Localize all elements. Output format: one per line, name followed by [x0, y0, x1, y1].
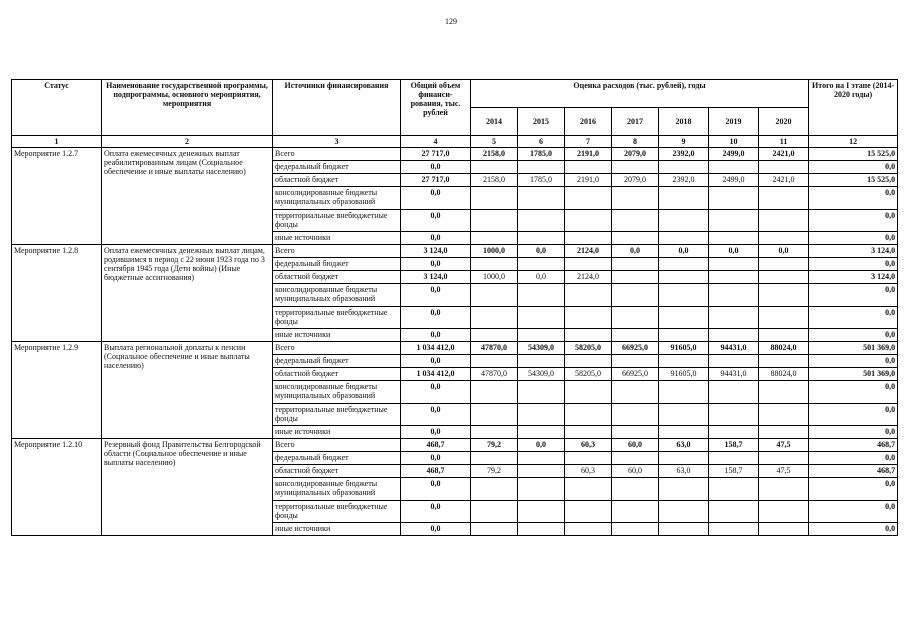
year-value-cell: 88024,0	[759, 368, 809, 381]
column-number: 6	[518, 136, 565, 148]
page-number: 129	[445, 17, 457, 26]
year-value-cell	[518, 232, 565, 245]
year-value-cell	[612, 307, 659, 329]
measure-name-cell: Выплата региональной доплаты к пенсии (Социальное обеспечение и иные выплаты населению)	[102, 342, 273, 439]
source-cell: консолидированные бюджеты муниципальных образований	[273, 284, 401, 307]
year-value-cell: 2392,0	[659, 174, 709, 187]
column-number: 3	[273, 136, 401, 148]
source-cell: федеральный бюджет	[273, 355, 401, 368]
itogo-cell: 15 525,0	[809, 174, 898, 187]
year-value-cell: 54309,0	[518, 342, 565, 355]
year-value-cell	[659, 426, 709, 439]
year-value-cell	[759, 523, 809, 536]
itogo-cell: 3 124,0	[809, 245, 898, 258]
status-cell: Мероприятие 1.2.7	[12, 148, 102, 245]
year-value-cell: 1000,0	[471, 245, 518, 258]
financing-table	[11, 79, 898, 536]
year-value-cell: 0,0	[659, 245, 709, 258]
source-cell: областной бюджет	[273, 368, 401, 381]
year-value-cell	[759, 271, 809, 284]
year-value-cell: 0,0	[518, 245, 565, 258]
year-value-cell	[471, 258, 518, 271]
year-value-cell	[565, 523, 612, 536]
year-value-cell	[612, 452, 659, 465]
year-value-cell: 2158,0	[471, 148, 518, 161]
measure-name-cell: Оплата ежемесячных денежных выплат реабилитированным лицам (Социальное обеспечение и иные выплаты населению)	[102, 148, 273, 245]
status-cell: Мероприятие 1.2.8	[12, 245, 102, 342]
measure-name-cell: Резервный фонд Правительства Белгородской области (Социальное обеспечение и иные выплаты населению)	[102, 439, 273, 536]
year-value-cell	[709, 355, 759, 368]
year-value-cell	[518, 329, 565, 342]
year-value-cell	[759, 501, 809, 523]
year-value-cell: 47,5	[759, 465, 809, 478]
header-year: 2017	[612, 108, 659, 136]
year-value-cell: 0,0	[759, 245, 809, 258]
column-number: 11	[759, 136, 809, 148]
year-value-cell	[471, 355, 518, 368]
year-value-cell: 94431,0	[709, 342, 759, 355]
year-value-cell: 0,0	[612, 245, 659, 258]
table-row	[12, 245, 898, 258]
year-value-cell	[518, 523, 565, 536]
year-value-cell: 88024,0	[759, 342, 809, 355]
year-value-cell	[518, 478, 565, 501]
total-cell: 0,0	[401, 232, 471, 245]
total-cell: 468,7	[401, 465, 471, 478]
header-source: Источники финансирования	[273, 80, 401, 136]
year-value-cell	[709, 307, 759, 329]
year-value-cell	[709, 478, 759, 501]
itogo-cell: 501 369,0	[809, 342, 898, 355]
header-year: 2019	[709, 108, 759, 136]
year-value-cell: 2079,0	[612, 174, 659, 187]
year-value-cell: 2421,0	[759, 148, 809, 161]
year-value-cell	[518, 381, 565, 404]
year-value-cell	[518, 404, 565, 426]
itogo-cell: 468,7	[809, 439, 898, 452]
total-cell: 3 124,0	[401, 271, 471, 284]
year-value-cell: 0,0	[518, 439, 565, 452]
source-cell: территориальные внебюджетные фонды	[273, 307, 401, 329]
column-number: 1	[12, 136, 102, 148]
header-status: Статус	[12, 80, 102, 136]
year-value-cell	[471, 478, 518, 501]
status-cell: Мероприятие 1.2.10	[12, 439, 102, 536]
year-value-cell	[565, 381, 612, 404]
itogo-cell: 0,0	[809, 381, 898, 404]
year-value-cell: 1785,0	[518, 148, 565, 161]
itogo-cell: 0,0	[809, 329, 898, 342]
total-cell: 0,0	[401, 284, 471, 307]
year-value-cell	[659, 161, 709, 174]
year-value-cell	[709, 501, 759, 523]
year-value-cell	[612, 161, 659, 174]
itogo-cell: 0,0	[809, 404, 898, 426]
year-value-cell	[709, 284, 759, 307]
table-row	[12, 342, 898, 355]
year-value-cell: 158,7	[709, 439, 759, 452]
source-cell: Всего	[273, 342, 401, 355]
year-value-cell	[709, 329, 759, 342]
itogo-cell: 0,0	[809, 307, 898, 329]
itogo-cell: 0,0	[809, 452, 898, 465]
year-value-cell	[659, 501, 709, 523]
source-cell: федеральный бюджет	[273, 161, 401, 174]
year-value-cell	[759, 426, 809, 439]
itogo-cell: 0,0	[809, 161, 898, 174]
year-value-cell	[709, 426, 759, 439]
year-value-cell	[471, 501, 518, 523]
year-value-cell	[518, 355, 565, 368]
year-value-cell	[612, 404, 659, 426]
source-cell: территориальные внебюджетные фонды	[273, 404, 401, 426]
year-value-cell	[471, 523, 518, 536]
header-year: 2018	[659, 108, 709, 136]
year-value-cell: 2499,0	[709, 174, 759, 187]
total-cell: 0,0	[401, 329, 471, 342]
year-value-cell	[659, 307, 709, 329]
year-value-cell	[518, 258, 565, 271]
year-value-cell	[759, 210, 809, 232]
year-value-cell	[759, 284, 809, 307]
year-value-cell: 2079,0	[612, 148, 659, 161]
header-name: Наименование государственной программы, подпрограммы, основного мероприятия, мероприятия	[102, 80, 273, 136]
year-value-cell	[709, 258, 759, 271]
year-value-cell	[709, 271, 759, 284]
total-cell: 0,0	[401, 161, 471, 174]
year-value-cell	[709, 523, 759, 536]
year-value-cell	[612, 210, 659, 232]
itogo-cell: 468,7	[809, 465, 898, 478]
year-value-cell	[759, 232, 809, 245]
year-value-cell	[709, 232, 759, 245]
year-value-cell	[659, 381, 709, 404]
year-value-cell	[612, 523, 659, 536]
itogo-cell: 0,0	[809, 426, 898, 439]
year-value-cell: 47,5	[759, 439, 809, 452]
year-value-cell	[471, 284, 518, 307]
header-year: 2014	[471, 108, 518, 136]
total-cell: 0,0	[401, 501, 471, 523]
year-value-cell	[709, 381, 759, 404]
year-value-cell	[659, 404, 709, 426]
year-value-cell: 79,2	[471, 465, 518, 478]
year-value-cell: 2421,0	[759, 174, 809, 187]
year-value-cell	[518, 501, 565, 523]
total-cell: 0,0	[401, 187, 471, 210]
column-number: 10	[709, 136, 759, 148]
total-cell: 0,0	[401, 426, 471, 439]
year-value-cell	[471, 187, 518, 210]
year-value-cell: 66925,0	[612, 368, 659, 381]
column-number: 8	[612, 136, 659, 148]
year-value-cell	[659, 187, 709, 210]
itogo-cell: 0,0	[809, 187, 898, 210]
total-cell: 0,0	[401, 307, 471, 329]
column-number: 12	[809, 136, 898, 148]
year-value-cell: 0,0	[709, 245, 759, 258]
column-number: 5	[471, 136, 518, 148]
measure-name-cell: Оплата ежемесячных денежных выплат лицам, родившимся в период с 22 июня 1923 года по 3 сентября 1945 года (Дети войны) (Иные бюджетные ассигнования)	[102, 245, 273, 342]
source-cell: иные источники	[273, 329, 401, 342]
year-value-cell	[518, 187, 565, 210]
year-value-cell	[518, 426, 565, 439]
year-value-cell	[709, 210, 759, 232]
year-value-cell	[565, 307, 612, 329]
year-value-cell	[565, 210, 612, 232]
year-value-cell	[565, 284, 612, 307]
source-cell: иные источники	[273, 523, 401, 536]
year-value-cell	[471, 381, 518, 404]
year-value-cell	[612, 355, 659, 368]
year-value-cell: 2124,0	[565, 271, 612, 284]
year-value-cell: 2158,0	[471, 174, 518, 187]
table-row	[12, 148, 898, 161]
total-cell: 0,0	[401, 210, 471, 232]
year-value-cell: 66925,0	[612, 342, 659, 355]
total-cell: 1 034 412,0	[401, 368, 471, 381]
year-value-cell	[759, 161, 809, 174]
itogo-cell: 0,0	[809, 210, 898, 232]
year-value-cell: 47870,0	[471, 368, 518, 381]
year-value-cell	[759, 404, 809, 426]
year-value-cell	[709, 161, 759, 174]
itogo-cell: 0,0	[809, 523, 898, 536]
year-value-cell	[612, 329, 659, 342]
header-estimate: Оценка расходов (тыс. рублей), годы	[471, 80, 809, 108]
header-year: 2015	[518, 108, 565, 136]
year-value-cell: 63,0	[659, 439, 709, 452]
year-value-cell	[565, 452, 612, 465]
year-value-cell: 60,0	[612, 439, 659, 452]
year-value-cell: 2191,0	[565, 148, 612, 161]
table-row	[12, 439, 898, 452]
itogo-cell: 501 369,0	[809, 368, 898, 381]
year-value-cell	[471, 329, 518, 342]
year-value-cell	[612, 187, 659, 210]
header-year: 2016	[565, 108, 612, 136]
year-value-cell	[565, 501, 612, 523]
total-cell: 0,0	[401, 381, 471, 404]
year-value-cell	[612, 426, 659, 439]
year-value-cell: 60,0	[612, 465, 659, 478]
header-itogo: Итого на I этапе (2014- 2020 годы)	[809, 80, 898, 136]
year-value-cell	[518, 161, 565, 174]
year-value-cell	[759, 452, 809, 465]
itogo-cell: 15 525,0	[809, 148, 898, 161]
source-cell: иные источники	[273, 426, 401, 439]
year-value-cell	[709, 404, 759, 426]
year-value-cell	[612, 232, 659, 245]
year-value-cell	[709, 452, 759, 465]
year-value-cell: 1785,0	[518, 174, 565, 187]
year-value-cell	[565, 404, 612, 426]
itogo-cell: 0,0	[809, 355, 898, 368]
year-value-cell: 91605,0	[659, 342, 709, 355]
year-value-cell	[612, 284, 659, 307]
total-cell: 1 034 412,0	[401, 342, 471, 355]
year-value-cell	[518, 284, 565, 307]
source-cell: областной бюджет	[273, 174, 401, 187]
year-value-cell: 79,2	[471, 439, 518, 452]
year-value-cell: 58205,0	[565, 342, 612, 355]
total-cell: 0,0	[401, 523, 471, 536]
source-cell: федеральный бюджет	[273, 258, 401, 271]
total-cell: 0,0	[401, 404, 471, 426]
itogo-cell: 0,0	[809, 258, 898, 271]
status-cell: Мероприятие 1.2.9	[12, 342, 102, 439]
total-cell: 27 717,0	[401, 148, 471, 161]
year-value-cell	[659, 232, 709, 245]
year-value-cell	[759, 258, 809, 271]
year-value-cell	[612, 271, 659, 284]
year-value-cell	[565, 329, 612, 342]
year-value-cell	[565, 187, 612, 210]
year-value-cell	[759, 478, 809, 501]
year-value-cell	[659, 355, 709, 368]
year-value-cell	[659, 478, 709, 501]
total-cell: 0,0	[401, 452, 471, 465]
year-value-cell	[759, 187, 809, 210]
year-value-cell: 158,7	[709, 465, 759, 478]
source-cell: областной бюджет	[273, 271, 401, 284]
year-value-cell	[759, 381, 809, 404]
total-cell: 3 124,0	[401, 245, 471, 258]
year-value-cell	[759, 355, 809, 368]
source-cell: областной бюджет	[273, 465, 401, 478]
year-value-cell	[659, 452, 709, 465]
year-value-cell: 47870,0	[471, 342, 518, 355]
year-value-cell	[471, 426, 518, 439]
year-value-cell: 91605,0	[659, 368, 709, 381]
year-value-cell	[471, 307, 518, 329]
year-value-cell	[518, 210, 565, 232]
header-year: 2020	[759, 108, 809, 136]
year-value-cell	[471, 210, 518, 232]
itogo-cell: 3 124,0	[809, 271, 898, 284]
source-cell: федеральный бюджет	[273, 452, 401, 465]
year-value-cell	[612, 258, 659, 271]
year-value-cell: 2124,0	[565, 245, 612, 258]
year-value-cell: 2191,0	[565, 174, 612, 187]
year-value-cell	[565, 258, 612, 271]
year-value-cell	[565, 355, 612, 368]
year-value-cell	[565, 232, 612, 245]
year-value-cell	[612, 381, 659, 404]
year-value-cell	[659, 271, 709, 284]
itogo-cell: 0,0	[809, 478, 898, 501]
total-cell: 0,0	[401, 258, 471, 271]
year-value-cell	[518, 465, 565, 478]
year-value-cell	[659, 284, 709, 307]
year-value-cell: 1000,0	[471, 271, 518, 284]
total-cell: 0,0	[401, 478, 471, 501]
year-value-cell	[565, 478, 612, 501]
itogo-cell: 0,0	[809, 232, 898, 245]
source-cell: территориальные внебюджетные фонды	[273, 210, 401, 232]
year-value-cell	[471, 452, 518, 465]
year-value-cell	[518, 307, 565, 329]
year-value-cell	[471, 404, 518, 426]
total-cell: 27 717,0	[401, 174, 471, 187]
column-number: 7	[565, 136, 612, 148]
source-cell: Всего	[273, 148, 401, 161]
year-value-cell	[612, 478, 659, 501]
year-value-cell: 60,3	[565, 465, 612, 478]
year-value-cell: 2499,0	[709, 148, 759, 161]
year-value-cell	[759, 329, 809, 342]
column-number: 4	[401, 136, 471, 148]
itogo-cell: 0,0	[809, 501, 898, 523]
year-value-cell: 2392,0	[659, 148, 709, 161]
total-cell: 0,0	[401, 355, 471, 368]
column-number: 2	[102, 136, 273, 148]
header-total: Общий объем финанси- рования, тыс. рублей	[401, 80, 471, 136]
source-cell: территориальные внебюджетные фонды	[273, 501, 401, 523]
year-value-cell	[659, 523, 709, 536]
year-value-cell	[659, 258, 709, 271]
year-value-cell: 54309,0	[518, 368, 565, 381]
source-cell: консолидированные бюджеты муниципальных образований	[273, 381, 401, 404]
year-value-cell: 60,3	[565, 439, 612, 452]
itogo-cell: 0,0	[809, 284, 898, 307]
source-cell: иные источники	[273, 232, 401, 245]
year-value-cell	[709, 187, 759, 210]
year-value-cell	[565, 161, 612, 174]
source-cell: консолидированные бюджеты муниципальных образований	[273, 187, 401, 210]
source-cell: Всего	[273, 245, 401, 258]
year-value-cell: 58205,0	[565, 368, 612, 381]
year-value-cell	[612, 501, 659, 523]
year-value-cell: 94431,0	[709, 368, 759, 381]
year-value-cell	[518, 452, 565, 465]
year-value-cell	[659, 329, 709, 342]
column-number: 9	[659, 136, 709, 148]
year-value-cell	[471, 232, 518, 245]
total-cell: 468,7	[401, 439, 471, 452]
year-value-cell	[659, 210, 709, 232]
source-cell: Всего	[273, 439, 401, 452]
year-value-cell	[471, 161, 518, 174]
source-cell: консолидированные бюджеты муниципальных образований	[273, 478, 401, 501]
year-value-cell	[565, 426, 612, 439]
year-value-cell: 63,0	[659, 465, 709, 478]
year-value-cell: 0,0	[518, 271, 565, 284]
year-value-cell	[759, 307, 809, 329]
